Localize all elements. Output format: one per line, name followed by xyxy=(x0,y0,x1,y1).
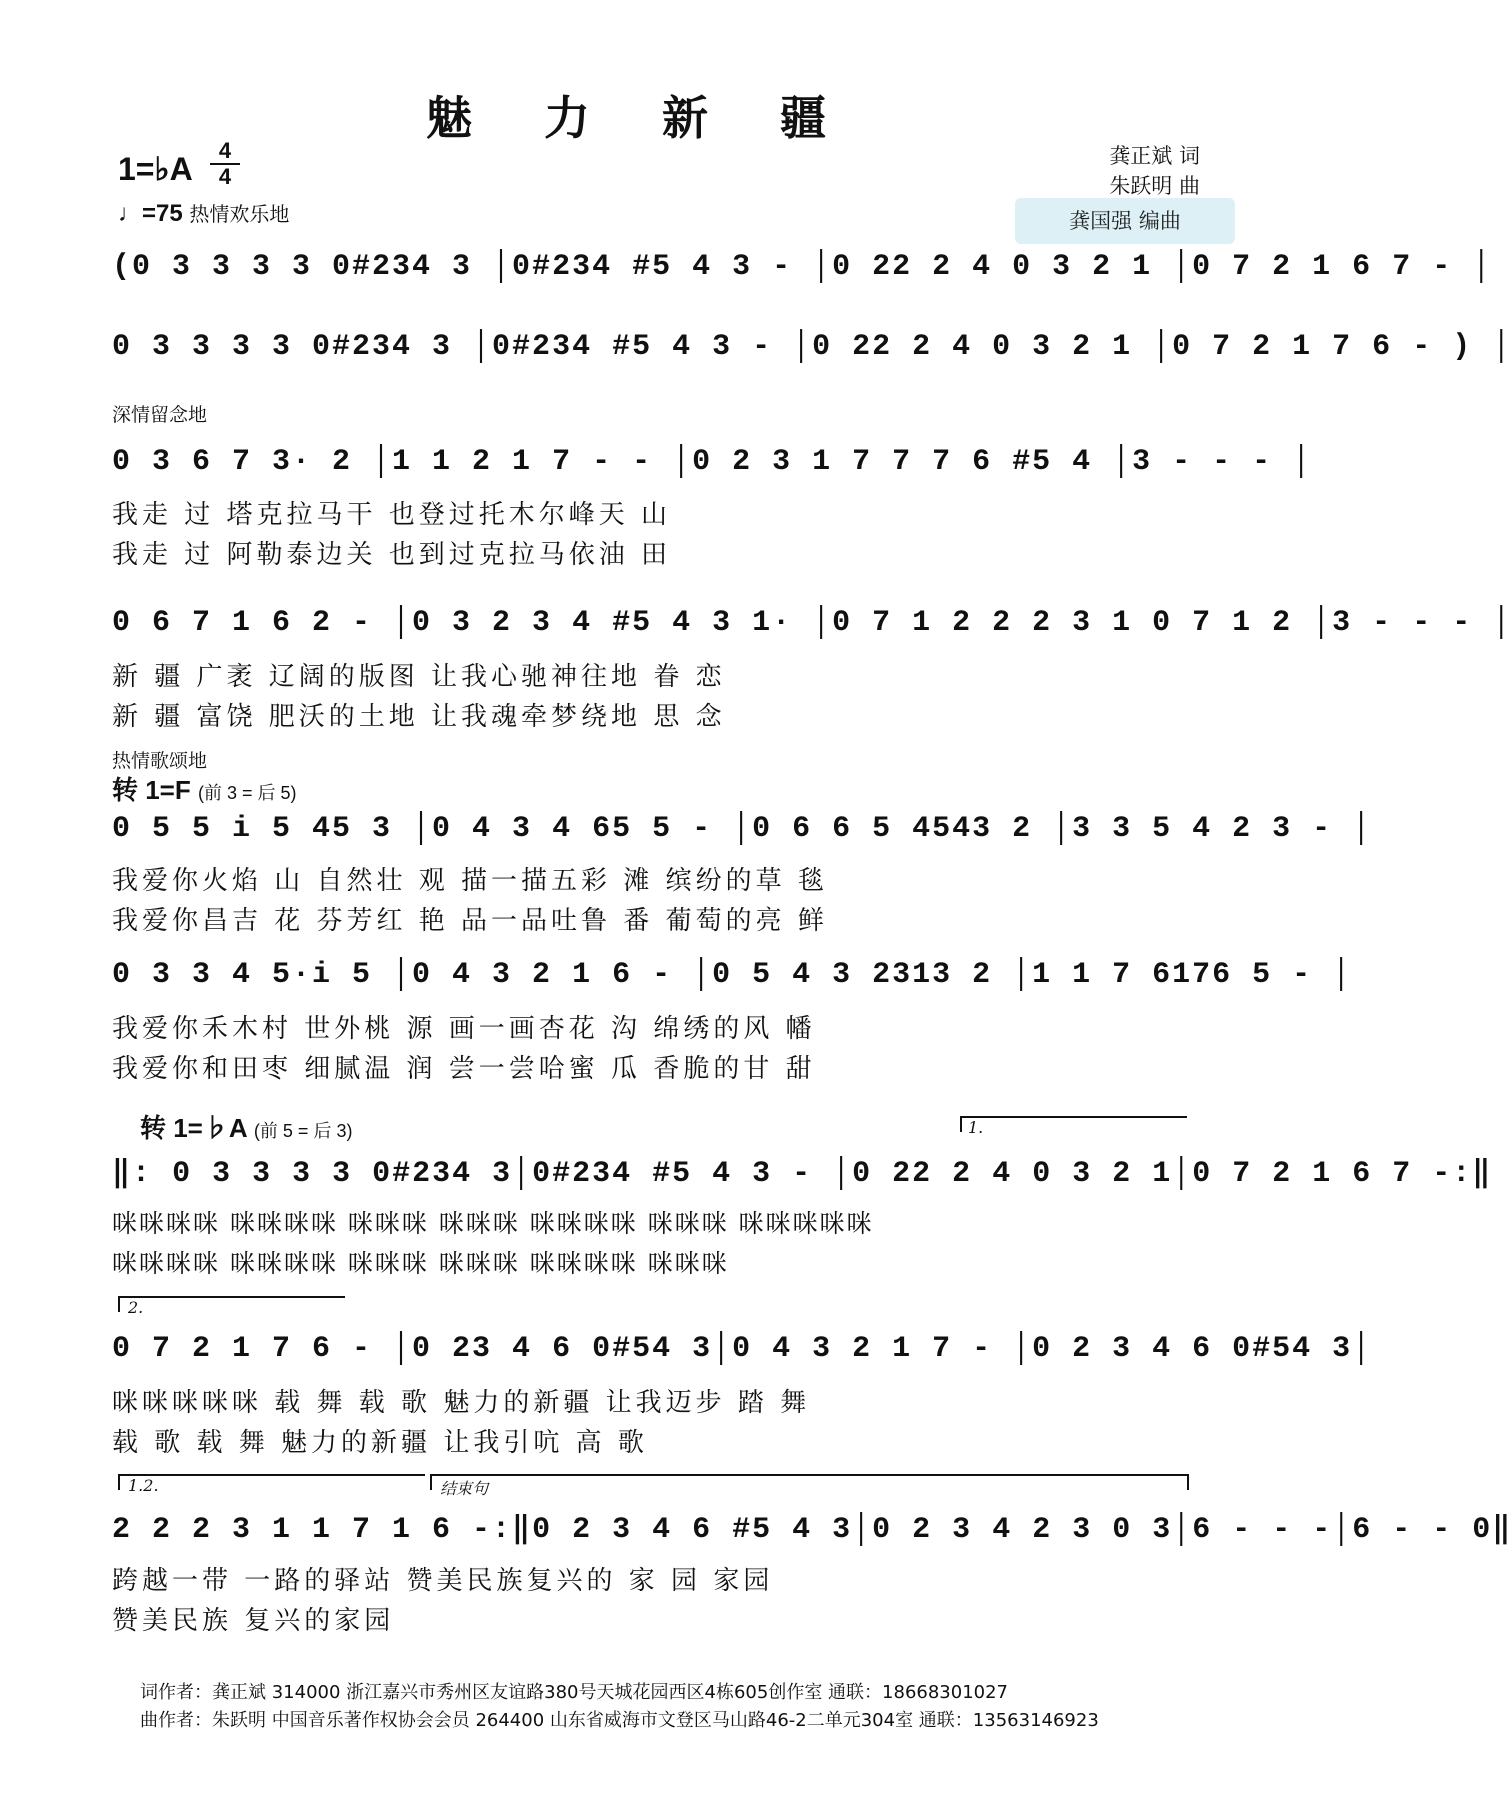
score-row-9-notes: 2 2 2 3 1 1 7 1 6 -:‖0 2 3 4 6 #5 4 3│0 2 3 4 2 3 0 3│6 - - -│6 - - 0‖ xyxy=(112,1513,1512,1547)
score-row-8-notes: 0 7 2 1 7 6 - │0 23 4 6 0#54 3│0 4 3 2 1 7 - │0 2 3 4 6 0#54 3│ xyxy=(112,1332,1373,1366)
lyric-row-6-verse-1: 我爱你禾木村 世外桃 源 画一画杏花 沟 绵绣的风 幡 xyxy=(112,1014,816,1044)
volta-2-label: 2. xyxy=(128,1298,144,1317)
time-signature xyxy=(210,140,240,188)
score-row-3-notes: 0 3 6 7 3· 2 │1 1 2 1 7 - - │0 2 3 1 7 7 7 6 #5 4 │3 - - - │ xyxy=(112,445,1313,479)
lyric-row-8-verse-2: 载 歌 载 舞 魅力的新疆 让我引吭 高 歌 xyxy=(112,1428,648,1458)
lyric-row-9-verse-2: 赞美民族 复兴的家园 xyxy=(112,1606,395,1636)
score-row-5-notes: 0 5 5 i 5 45 3 │0 4 3 4 65 5 - │0 6 6 5 4543 2 │3 3 5 4 2 3 - │ xyxy=(112,812,1373,846)
modulation-to-f xyxy=(112,770,297,807)
lyric-row-5-verse-2: 我爱你昌吉 花 芬芳红 艳 品一品吐鲁 番 葡萄的亮 鲜 xyxy=(112,906,828,936)
modulation-2-key: 转 1=♭A xyxy=(140,1113,247,1143)
arranger-badge: 龚国强 编曲 xyxy=(1015,198,1235,244)
volta-12-bracket xyxy=(118,1474,425,1490)
key-signature: 1=♭A xyxy=(118,151,193,187)
lyric-row-6-verse-2: 我爱你和田枣 细腻温 润 尝一尝哈蜜 瓜 香脆的甘 甜 xyxy=(112,1054,816,1084)
score-row-7-notes: ‖: 0 3 3 3 3 0#234 3│0#234 #5 4 3 - │0 22 2 4 0 3 2 1│0 7 2 1 6 7 -:‖ xyxy=(112,1157,1493,1191)
lyric-row-3-verse-2: 我走 过 阿勒泰边关 也到过克拉马依油 田 xyxy=(112,540,672,570)
meter-top: 4 xyxy=(218,138,232,163)
lyric-row-4-verse-1: 新 疆 广袤 辽阔的版图 让我心驰神往地 眷 恋 xyxy=(112,662,726,692)
lyric-row-8-verse-1: 咪咪咪咪咪 载 舞 载 歌 魅力的新疆 让我迈步 踏 舞 xyxy=(112,1388,811,1418)
lyric-row-7-verse-2: 咪咪咪咪 咪咪咪咪 咪咪咪 咪咪咪 咪咪咪咪 咪咪咪 xyxy=(112,1249,729,1278)
meter-bottom: 4 xyxy=(218,164,232,189)
score-row-1-notes: (0 3 3 3 3 0#234 3 │0#234 #5 4 3 - │0 22 2 4 0 3 2 1 │0 7 2 1 6 7 - │ xyxy=(112,250,1493,284)
lyric-row-7-verse-1: 咪咪咪咪 咪咪咪咪 咪咪咪 咪咪咪 咪咪咪咪 咪咪咪 咪咪咪咪咪 xyxy=(112,1209,874,1238)
modulation-1-note: (前 3 = 后 5) xyxy=(197,783,297,803)
modulation-1-key: 转 1=F xyxy=(112,775,191,805)
score-row-2-notes: 0 3 3 3 3 0#234 3 │0#234 #5 4 3 - │0 22 2 4 0 3 2 1 │0 7 2 1 7 6 - ) │ xyxy=(112,330,1512,364)
volta-1-label: 1. xyxy=(968,1118,984,1137)
footer-composer-contact: 曲作者：朱跃明 中国音乐著作权协会会员 264400 山东省威海市文登区马山路46-2二单元304室 通联：13563146923 xyxy=(140,1710,1099,1731)
song-title: 魅 力 新 疆 xyxy=(425,91,855,145)
score-row-6-notes: 0 3 3 4 5·i 5 │0 4 3 2 1 6 - │0 5 4 3 2313 2 │1 1 7 6176 5 - │ xyxy=(112,958,1353,992)
expression-mark-1: 深情留念地 xyxy=(112,404,208,426)
tempo-value: ♩=75 xyxy=(118,200,183,227)
expression-mark-2: 热情歌颂地 xyxy=(112,750,208,772)
tempo-marking xyxy=(118,198,289,228)
tempo-expression: 热情欢乐地 xyxy=(189,202,290,226)
lyric-row-4-verse-2: 新 疆 富饶 肥沃的土地 让我魂牵梦绕地 思 念 xyxy=(112,702,726,732)
lyricist-credit: 龚正斌 词 xyxy=(1109,144,1200,168)
footer-lyricist-contact: 词作者：龚正斌 314000 浙江嘉兴市秀州区友谊路380号天城花园西区4栋605创作室 通联：18668301027 xyxy=(140,1682,1009,1703)
ending-label: 结束句 xyxy=(440,1479,489,1498)
score-row-4-notes: 0 6 7 1 6 2 - │0 3 2 3 4 #5 4 3 1· │0 7 1 2 2 2 3 1 0 7 1 2 │3 - - - │ xyxy=(112,606,1512,640)
volta-2-bracket xyxy=(118,1296,345,1312)
modulation-2-note: (前 5 = 后 3) xyxy=(253,1121,353,1141)
composer-credit: 朱跃明 曲 xyxy=(1109,174,1200,198)
ending-bracket xyxy=(430,1474,1189,1490)
lyric-row-9-verse-1: 跨越一带 一路的驿站 赞美民族复兴的 家 园 家园 xyxy=(112,1566,774,1596)
volta-1-bracket xyxy=(960,1116,1187,1132)
volta-12-label: 1.2. xyxy=(128,1476,159,1495)
modulation-to-a-flat xyxy=(140,1108,352,1145)
lyric-row-3-verse-1: 我走 过 塔克拉马干 也登过托木尔峰天 山 xyxy=(112,500,672,530)
lyric-row-5-verse-1: 我爱你火焰 山 自然壮 观 描一描五彩 滩 缤纷的草 毯 xyxy=(112,866,828,896)
